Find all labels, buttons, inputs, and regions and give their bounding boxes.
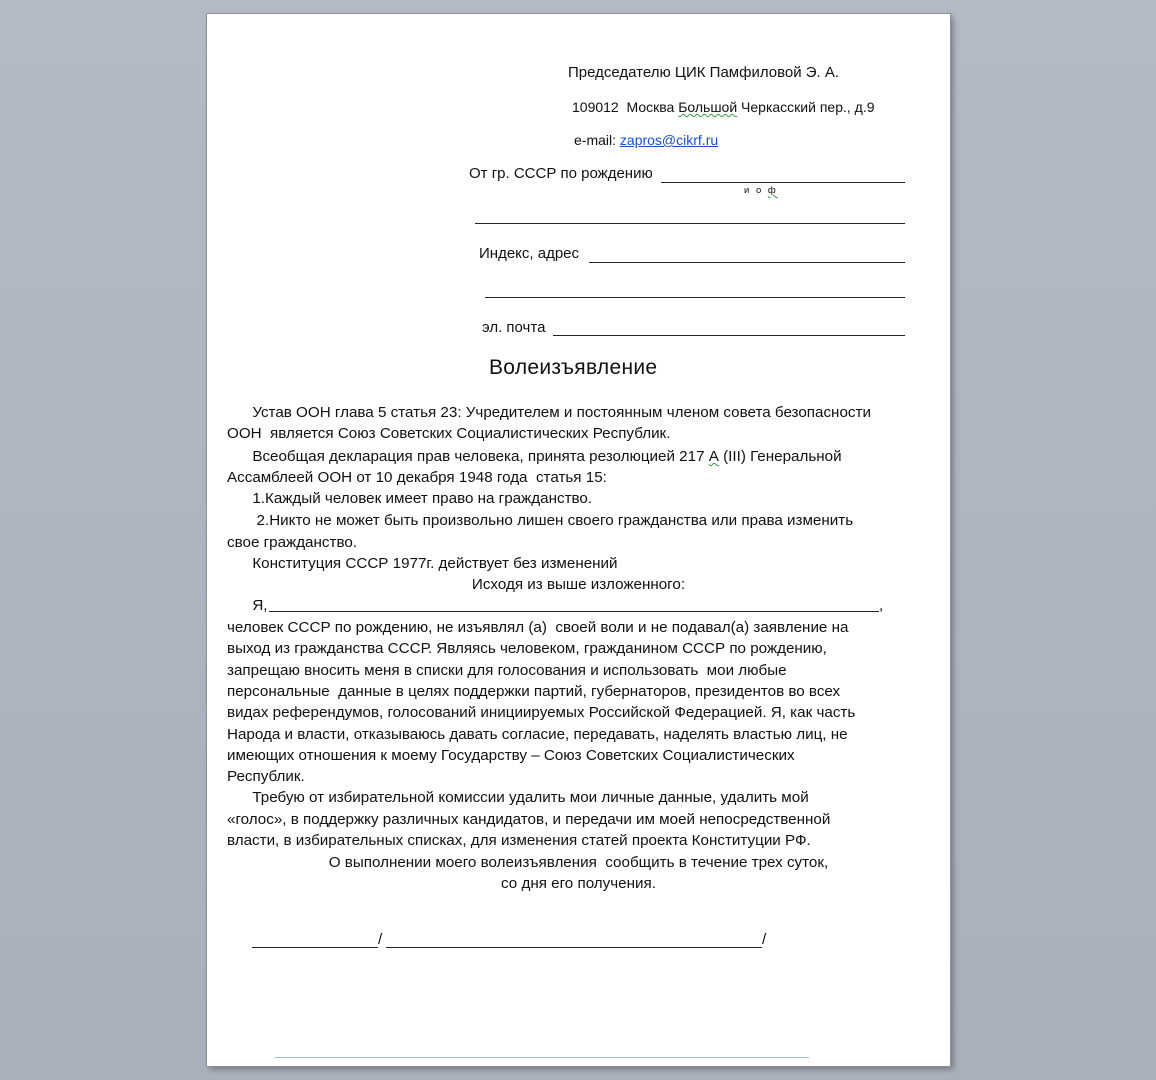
fio-hint-prefix: и о (744, 185, 768, 196)
from-extra-blank[interactable] (475, 223, 905, 224)
body-p1-line2: ООН является Союз Советских Социалистических Республик. (227, 425, 671, 442)
body-main-line-4: персональные данные в целях поддержки партий, губернаторов, президентов во всех (227, 683, 841, 700)
fio-hint (744, 185, 778, 196)
fio-hint-last: ф (767, 185, 778, 196)
body-p2-line2: Ассамблеей ООН от 10 декабря 1948 года статья 15: (227, 469, 607, 486)
document-page (207, 14, 950, 1066)
body-demand-line-1: Требую от избирательной комиссии удалить мои личные данные, удалить мой (227, 789, 809, 806)
body-p2-suffix: (III) Генеральной (718, 448, 842, 465)
name-blank[interactable] (269, 611, 879, 612)
signature-slash-2: / (762, 931, 767, 948)
email-link[interactable]: zapros@cikrf.ru (619, 132, 719, 148)
body-main-line-1: человек СССР по рождению, не изъявлял (а) своей воли и не подавал(а) заявление на (227, 619, 849, 636)
index-address-label: Индекс, адрес (479, 245, 580, 262)
body-based-on: Исходя из выше изложенного: (471, 576, 686, 593)
body-p2-prefix: Всеобщая декларация прав человека, принята резолюцией 217 (227, 448, 709, 465)
body-item2-line1: 2.Никто не может быть произвольно лишен своего гражданства или права изменить (227, 512, 854, 529)
document-title: Волеизъявление (489, 356, 658, 379)
body-demand-line-3: власти, в избирательных списках, для изменения статей проекта Конституции РФ. (227, 832, 811, 849)
recipient-line: Председателю ЦИК Памфиловой Э. А. (568, 64, 840, 81)
address-street-word: Большой (678, 99, 738, 115)
body-i-label: Я, (227, 597, 268, 614)
signature-name-blank[interactable] (386, 947, 762, 948)
body-item2-line2: свое гражданство. (227, 534, 358, 551)
body-main-line-2: выход из гражданства СССР. Являясь человеком, гражданином СССР по рождению, (227, 640, 827, 657)
body-notify-line-2: со дня его получения. (501, 875, 656, 892)
body-p2-line1 (227, 446, 842, 467)
body-main-line-3: запрещаю вносить меня в списки для голосования и использовать мои любые (227, 662, 787, 679)
body-item1: 1.Каждый человек имеет право на гражданство. (227, 490, 593, 507)
address-extra-blank[interactable] (485, 297, 905, 298)
email-form-blank[interactable] (553, 335, 905, 336)
body-p1-line1: Устав ООН глава 5 статья 23: Учредителем и постоянным членом совета безопасности (227, 404, 871, 421)
address-suffix: Черкасский пер., д.9 (737, 99, 875, 115)
email-label: e-mail: (574, 132, 620, 148)
recipient-email (574, 132, 718, 148)
body-demand-line-2: «голос», в поддержку различных кандидатов, и передачи им моей непосредственной (227, 811, 831, 828)
body-i-comma: , (879, 597, 884, 614)
footer-rule (275, 1057, 809, 1058)
signature-slash-1: / (378, 931, 383, 948)
body-main-line-7: имеющих отношения к моему Государству – Союз Советских Социалистических (227, 747, 795, 764)
recipient-address (572, 99, 875, 115)
signature-date-blank[interactable] (252, 947, 378, 948)
body-main-line-6: Народа и власти, отказываюсь давать согласие, передавать, наделять властью лиц, не (227, 726, 848, 743)
from-fio-blank[interactable] (661, 182, 905, 183)
body-main-line-8: Республик. (227, 768, 305, 785)
body-constitution: Конституция СССР 1977г. действует без изменений (227, 555, 618, 572)
email-form-label: эл. почта (482, 319, 546, 336)
body-main-line-5: видах референдумов, голосований инициируемых Российской Федерацией. Я, как часть (227, 704, 856, 721)
address-prefix: 109012 Москва (572, 99, 679, 115)
index-address-blank[interactable] (589, 262, 905, 263)
body-p2-mark: А (708, 448, 719, 465)
body-notify-line-1: О выполнении моего волеизъявления сообщить в течение трех суток, (328, 854, 829, 871)
from-label: От гр. СССР по рождению (469, 165, 653, 182)
